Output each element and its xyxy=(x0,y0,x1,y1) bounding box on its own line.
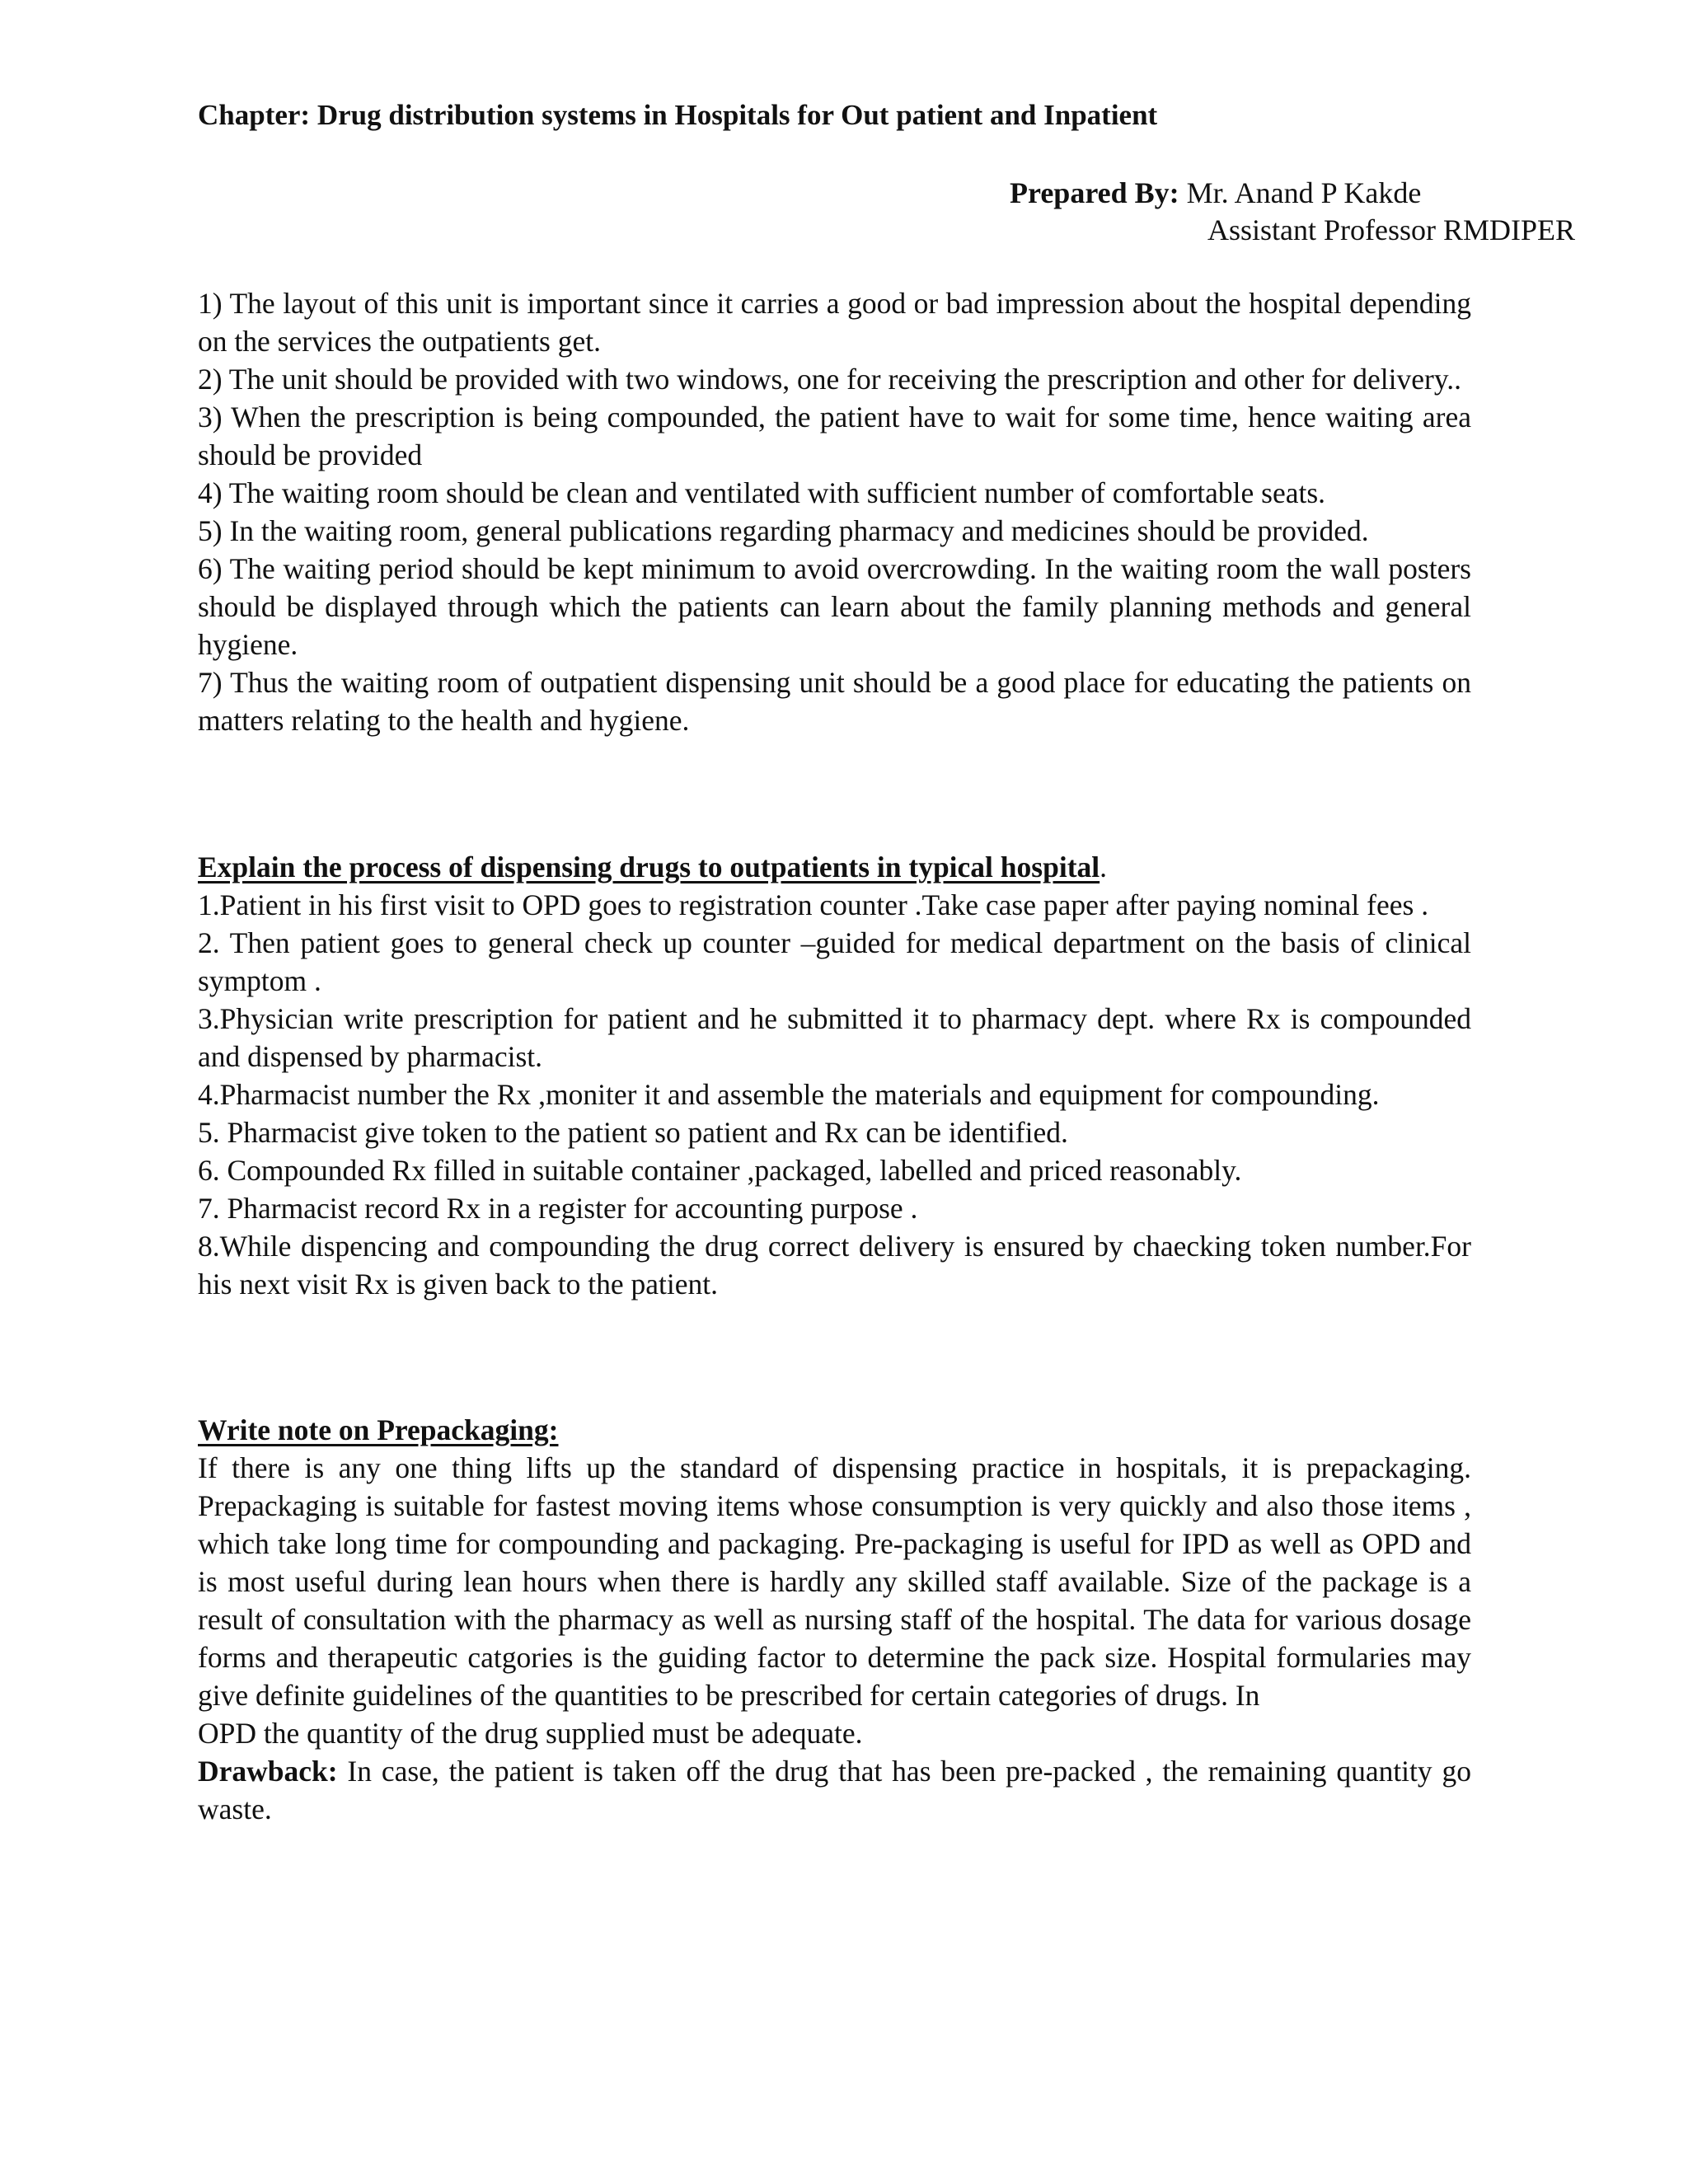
prepared-by-label: Prepared By: xyxy=(1010,176,1179,209)
intro-point: 2) The unit should be provided with two windows, one for receiving the prescription and other for delivery.. xyxy=(198,363,1462,396)
author-name: Mr. Anand P Kakde xyxy=(1179,176,1422,209)
prepackaging-section xyxy=(198,1411,1471,1828)
prepackaging-body: If there is any one thing lifts up the standard of dispensing practice in hospitals, it is prepackaging. Prepackaging is suitable for fastest moving items whose consumption is very quickly and also those items , which take long time for compounding and packaging. Pre-packaging is useful for IPD as well as OPD and is most useful during lean hours when there is hardly any skilled staff available. Size of the package is a result of consultation with the pharmacy as well as nursing staff of the hospital. The data for various dosage forms and therapeutic catgories is the guiding factor to determine the pack size. Hospital formularies may give definite guidelines of the quantities to be prescribed for certain categories of drugs. In xyxy=(198,1451,1471,1712)
dispensing-step: 2. Then patient goes to general check up counter –guided for medical department on the basis of clinical symptom . xyxy=(198,926,1471,997)
prepared-by-line xyxy=(1010,174,1421,212)
dispensing-heading: Explain the process of dispensing drugs to outpatients in typical hospital xyxy=(198,851,1100,883)
intro-point: 3) When the prescription is being compounded, the patient have to wait for some time, hence waiting area should be provided xyxy=(198,401,1471,471)
chapter-title: Chapter: Drug distribution systems in Hospitals for Out patient and Inpatient xyxy=(198,99,1158,131)
prepackaging-heading: Write note on Prepackaging: xyxy=(198,1413,559,1446)
intro-point: 1) The layout of this unit is important since it carries a good or bad impression about the hospital depending on the services the outpatients get. xyxy=(198,287,1471,358)
author-affiliation: Assistant Professor RMDIPER xyxy=(1207,213,1576,246)
drawback-paragraph xyxy=(198,1752,1471,1828)
dispensing-step: 7. Pharmacist record Rx in a register for accounting purpose . xyxy=(198,1192,918,1225)
intro-section xyxy=(198,284,1471,739)
dispensing-step: 8.While dispencing and compounding the drug correct delivery is ensured by chaecking token number.For his next visit Rx is given back to the patient. xyxy=(198,1230,1471,1301)
dispensing-step: 4.Pharmacist number the Rx ,moniter it and assemble the materials and equipment for compounding. xyxy=(198,1078,1380,1111)
dispensing-section xyxy=(198,848,1471,1303)
dispensing-step: 5. Pharmacist give token to the patient so patient and Rx can be identified. xyxy=(198,1116,1068,1149)
intro-point: 6) The waiting period should be kept minimum to avoid overcrowding. In the waiting room the wall posters should be displayed through which the patients can learn about the family planning methods and general hygiene. xyxy=(198,552,1471,661)
intro-point: 7) Thus the waiting room of outpatient dispensing unit should be a good place for educating the patients on matters relating to the health and hygiene. xyxy=(198,666,1471,737)
drawback-label: Drawback: xyxy=(198,1755,338,1788)
dispensing-heading-line xyxy=(198,848,1471,886)
prepackaging-heading-line xyxy=(198,1411,1471,1449)
drawback-text: In case, the patient is taken off the drug that has been pre-packed , the remaining quantity go waste. xyxy=(198,1755,1471,1825)
dispensing-step: 3.Physician write prescription for patient and he submitted it to pharmacy dept. where Rx is compounded and dispensed by pharmacist. xyxy=(198,1002,1471,1073)
dispensing-heading-suffix: . xyxy=(1100,851,1108,883)
intro-point: 5) In the waiting room, general publications regarding pharmacy and medicines should be provided. xyxy=(198,514,1369,547)
prepackaging-body-last: OPD the quantity of the drug supplied must be adequate. xyxy=(198,1717,863,1750)
dispensing-step: 1.Patient in his first visit to OPD goes to registration counter .Take case paper after paying nominal fees . xyxy=(198,888,1429,921)
intro-point: 4) The waiting room should be clean and ventilated with sufficient number of comfortable seats. xyxy=(198,476,1326,509)
dispensing-step: 6. Compounded Rx filled in suitable container ,packaged, labelled and priced reasonably. xyxy=(198,1154,1242,1187)
